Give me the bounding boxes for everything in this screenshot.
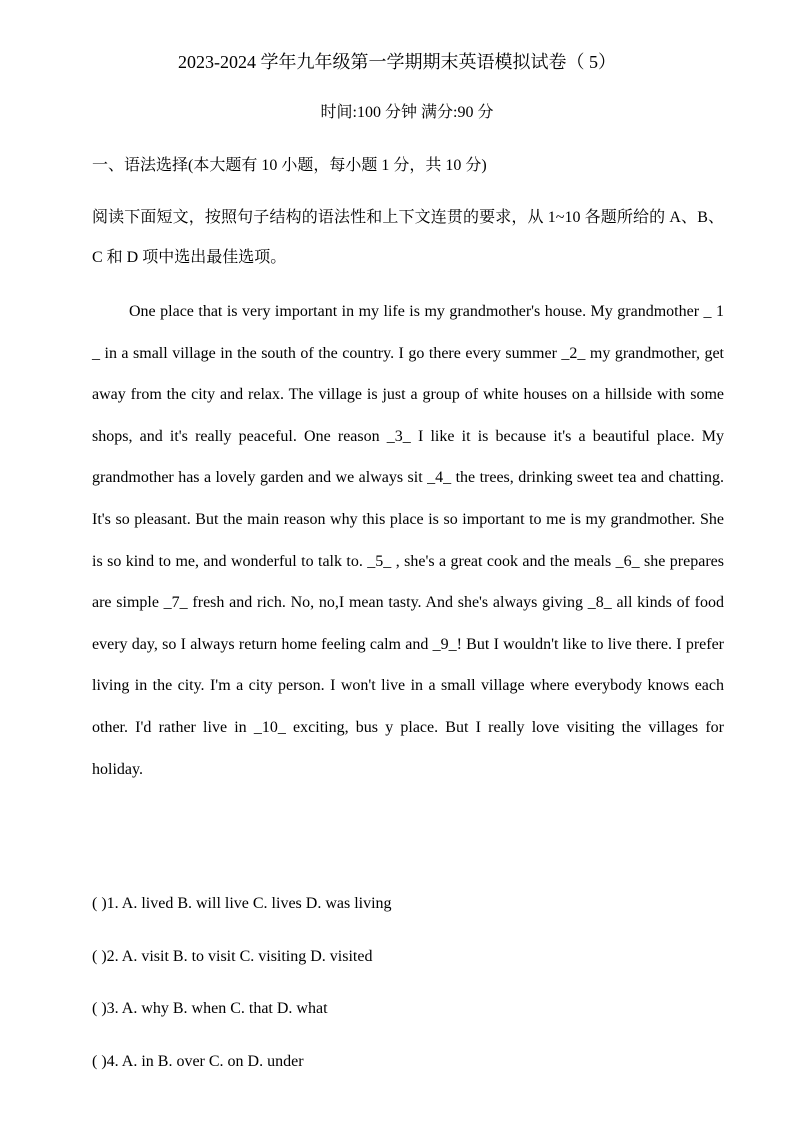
question-item: ( )2. A. visit B. to visit C. visiting D. visited xyxy=(92,947,373,965)
question-item: ( )1. A. lived B. will live C. lives D. was living xyxy=(92,895,392,912)
section-heading: 一、语法选择(本大题有 10 小题，每小题 1 分，共 10 分) xyxy=(92,157,487,174)
exam-time-and-score: 时间:100 分钟 满分:90 分 xyxy=(320,104,494,121)
reading-passage: One place that is very important in my life is my grandmother's house. My grandmother _ 1 _ in a small village in the south of the country. I go there every summer _2_ my grandmother, get away from the city and relax. The village is just a group of white houses on a hillside with some shops, and it's really peaceful. One reason _3_ I like it is because it's a beautiful place. My grandmother has a lovely garden and we always sit _4_ the trees, drinking sweet tea and chatting. It's so pleasant. But the main reason why this place is so important to me is my grandmother. She is so kind to me, and wonderful to talk to. _5_ , she's a great cook and the meals _6_ she prepares are simple _7_ fresh and rich. No, no,I mean tasty. And she's always giving _8_ all kinds of food every day, so I always return home feeling calm and _9_! But I wouldn't like to live there. I prefer living in the city. I'm a city person. I won't live in a small village where everybody knows each other. I'd rather live in _10_ exciting, bus y place. But I really love visiting the villages for holiday. xyxy=(92,303,724,778)
section-instructions: 阅读下面短文，按照句子结构的语法性和上下文连贯的要求，从 1~10 各题所给的 A、B、C 和 D 项中选出最佳选项。 xyxy=(92,209,724,266)
question-list xyxy=(92,892,724,1102)
question-item: ( )3. A. why B. when C. that D. what xyxy=(92,1000,328,1017)
exam-title: 2023-2024 学年九年级第一学期期末英语模拟试卷（ 5） xyxy=(178,52,616,72)
question-item: ( )4. A. in B. over C. on D. under xyxy=(92,1052,304,1070)
